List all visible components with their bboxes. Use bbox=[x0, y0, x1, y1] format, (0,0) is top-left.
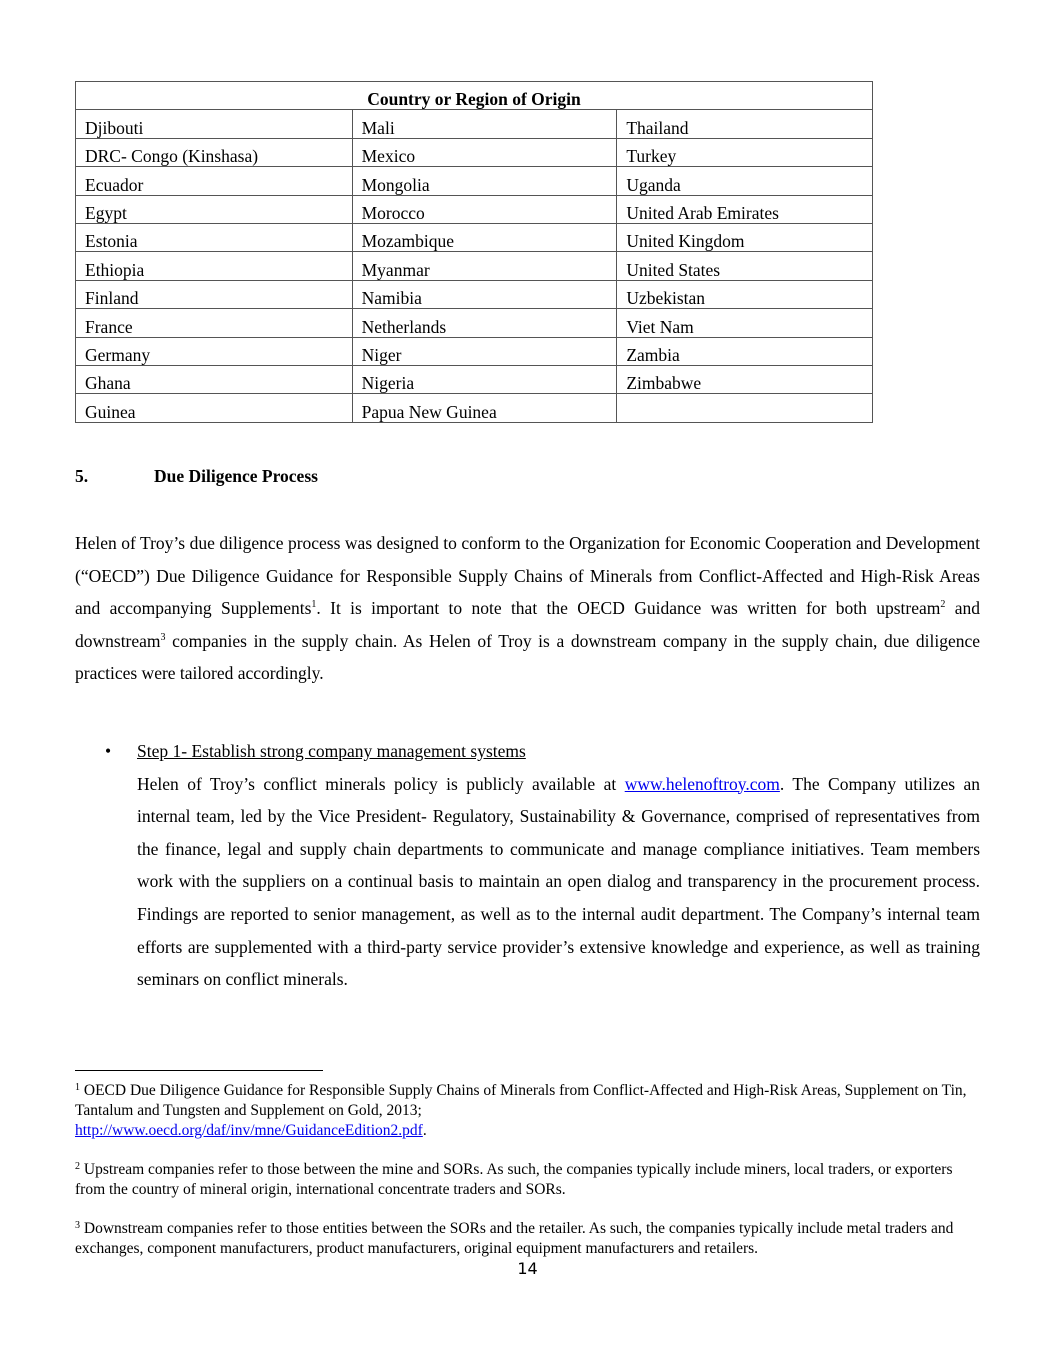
table-header-row bbox=[76, 82, 873, 110]
table-cell: Namibia bbox=[352, 280, 617, 308]
table-cell: Ghana bbox=[76, 365, 353, 393]
table-cell: Mali bbox=[352, 110, 617, 138]
table-cell: United States bbox=[617, 252, 873, 280]
table-cell bbox=[617, 394, 873, 422]
table-cell: Mexico bbox=[352, 138, 617, 166]
table-row bbox=[76, 394, 873, 422]
footnote-separator bbox=[75, 1070, 323, 1071]
footnote-1-text: OECD Due Diligence Guidance for Responsible Supply Chains of Minerals from Conflict-Affected and High-Risk Areas, Supplement on Tin, Tantalum and Tungsten and Supplement on Gold, 2013; bbox=[75, 1082, 967, 1119]
helenoftroy-link[interactable]: www.helenoftroy.com bbox=[624, 773, 780, 794]
footnote-1-number: 1 bbox=[75, 1082, 80, 1093]
footnote-ref-2[interactable]: 2 bbox=[940, 599, 946, 611]
table-cell: Niger bbox=[352, 337, 617, 365]
footnote-2 bbox=[75, 1160, 980, 1200]
step1-body bbox=[137, 735, 980, 996]
intro-text-3: and downstream bbox=[75, 598, 980, 651]
table-cell: Germany bbox=[76, 337, 353, 365]
table-row bbox=[76, 167, 873, 195]
footnote-1 bbox=[75, 1081, 980, 1141]
table-cell: Mongolia bbox=[352, 167, 617, 195]
section-number: 5. bbox=[75, 466, 89, 486]
footnote-2-text: Upstream companies refer to those between the mine and SORs. As such, the companies typically include miners, local traders, or exporters from the country of mineral origin, international concentrate traders and SORs. bbox=[75, 1161, 953, 1198]
table-row bbox=[76, 252, 873, 280]
table-cell: Papua New Guinea bbox=[352, 394, 617, 422]
table-cell: Thailand bbox=[617, 110, 873, 138]
table-cell: Mozambique bbox=[352, 223, 617, 251]
intro-text-4: companies in the supply chain. As Helen of Troy is a downstream company in the supply chain, due diligence practices were tailored accordingly. bbox=[75, 630, 980, 684]
table-cell: Finland bbox=[76, 280, 353, 308]
table-row bbox=[76, 365, 873, 393]
footnote-2-number: 2 bbox=[75, 1161, 80, 1172]
step1-text-after: . The Company utilizes an internal team, led by the Vice President- Regulatory, Sustainability & Governance, comprised of representatives from the finance, legal and supply chain departments to communicate and manage compliance initiatives. Team members work with the suppliers on a continual basis to maintain an open dialog and transparency in the procurement process. Findings are reported to senior management, as well as to the internal audit department. The Company’s internal team efforts are supplemented with a third-party service provider’s extensive knowledge and experience, as well as training seminars on conflict minerals. bbox=[137, 773, 980, 990]
table-row bbox=[76, 110, 873, 138]
page-number: 14 bbox=[517, 1259, 538, 1278]
table-cell: Ecuador bbox=[76, 167, 353, 195]
table-cell: Turkey bbox=[617, 138, 873, 166]
table-cell: Guinea bbox=[76, 394, 353, 422]
bullet-icon: • bbox=[105, 741, 112, 761]
intro-text-2: . It is important to note that the OECD Guidance was written for both upstream bbox=[316, 598, 941, 619]
table-cell: Zimbabwe bbox=[617, 365, 873, 393]
table-cell: Uganda bbox=[617, 167, 873, 195]
table-cell: United Kingdom bbox=[617, 223, 873, 251]
table-cell: Netherlands bbox=[352, 309, 617, 337]
oecd-guidance-link[interactable]: http://www.oecd.org/daf/inv/mne/GuidanceEdition2.pdf bbox=[75, 1122, 423, 1139]
table-cell: Nigeria bbox=[352, 365, 617, 393]
table-cell: Myanmar bbox=[352, 252, 617, 280]
table-row bbox=[76, 337, 873, 365]
table-cell: Morocco bbox=[352, 195, 617, 223]
step1-paragraph bbox=[137, 768, 980, 996]
table-cell: Estonia bbox=[76, 223, 353, 251]
section-heading bbox=[75, 466, 318, 487]
table-cell: DRC- Congo (Kinshasa) bbox=[76, 138, 353, 166]
country-origin-table bbox=[75, 81, 873, 423]
step1-title: Step 1- Establish strong company management systems bbox=[137, 741, 526, 761]
table-cell: United Arab Emirates bbox=[617, 195, 873, 223]
table-row bbox=[76, 195, 873, 223]
table-cell: Uzbekistan bbox=[617, 280, 873, 308]
footnote-ref-3[interactable]: 3 bbox=[160, 631, 166, 643]
table-cell: Viet Nam bbox=[617, 309, 873, 337]
footnote-1-period: . bbox=[422, 1122, 427, 1139]
footnote-3-text: Downstream companies refer to those entities between the SORs and the retailer. As such, the companies typically include metal traders and exchanges, component manufacturers, product manufacturers, original equipment manufacturers and retailers. bbox=[75, 1220, 954, 1257]
table-row bbox=[76, 223, 873, 251]
table-body bbox=[76, 110, 873, 422]
footnote-ref-1[interactable]: 1 bbox=[311, 599, 317, 611]
footnote-3-number: 3 bbox=[75, 1220, 80, 1231]
table-header: Country or Region of Origin bbox=[76, 82, 873, 110]
table-cell: Zambia bbox=[617, 337, 873, 365]
step1-text-before: Helen of Troy’s conflict minerals policy is publicly available at bbox=[137, 773, 625, 794]
table-cell: Djibouti bbox=[76, 110, 353, 138]
table-cell: Egypt bbox=[76, 195, 353, 223]
table-cell: Ethiopia bbox=[76, 252, 353, 280]
intro-text-1: Helen of Troy’s due diligence process was designed to conform to the Organization for Economic Cooperation and Development (“OECD”) Due Diligence Guidance for Responsible Supply Chains of Minerals from Conflict-Affected and High-Risk Areas and accompanying Supplements bbox=[75, 533, 980, 619]
footnote-3 bbox=[75, 1219, 980, 1259]
table-row bbox=[76, 309, 873, 337]
table-row bbox=[76, 280, 873, 308]
table-cell: France bbox=[76, 309, 353, 337]
section-title: Due Diligence Process bbox=[154, 466, 318, 486]
table-row bbox=[76, 138, 873, 166]
intro-paragraph bbox=[75, 527, 980, 690]
